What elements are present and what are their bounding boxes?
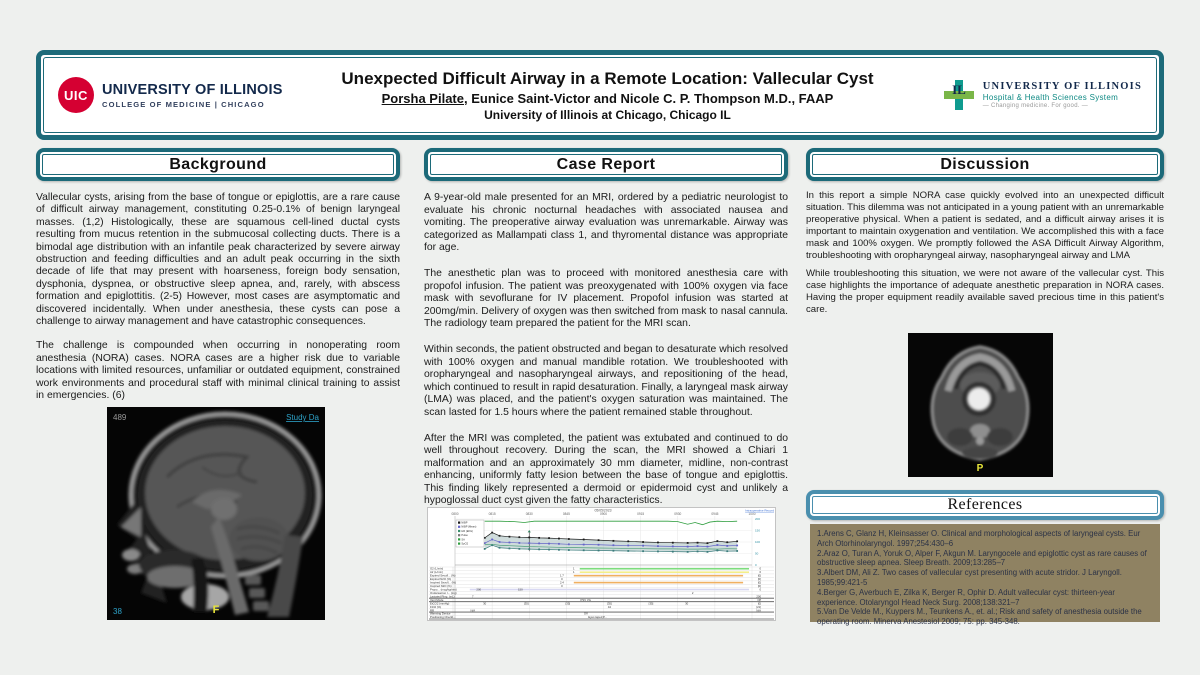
uic-logo-line2: COLLEGE OF MEDICINE | CHICAGO: [102, 99, 265, 109]
poster-title: Unexpected Difficult Airway in a Remote Location: Vallecular Cyst: [341, 68, 874, 88]
svg-text:Vent Mode: Vent Mode: [430, 597, 444, 602]
svg-text:0915: 0915: [637, 512, 645, 516]
svg-text:1: 1: [573, 566, 575, 571]
svg-text:30: 30: [685, 601, 689, 606]
svg-text:30: 30: [483, 601, 487, 606]
references-section-title: References: [947, 496, 1023, 513]
svg-text:100: 100: [755, 540, 761, 545]
anesthesia-record-figure: [427, 507, 776, 621]
discussion-text-column: [806, 190, 1164, 321]
svg-text:Ondansetron I... (mg): Ondansetron I... (mg): [430, 590, 457, 595]
presenting-author: Porsha Pilate: [381, 90, 464, 106]
svg-text:0815: 0815: [488, 512, 496, 516]
study-date-link[interactable]: Study Da: [286, 413, 319, 422]
case-report-paragraph-2: The anesthetic plan was to proceed with monitored anesthesia care with propofol infusion. The patient was preoxygenated with 100% oxygen via face mask with sevoflurane for IV placement. Propofol infusion was started at 200mg/min. Delivery of oxygen was then switched from mask to nasal cannula. The radiology team prepared the patient for the MRI scan.: [424, 267, 788, 330]
svg-text:[0]: [0]: [757, 580, 761, 585]
reference-3: 3.Albert DM, Ali Z. Two cases of vallecular cyst presenting with acute stridor. J Laryngoll. 1985;99:421-5: [817, 568, 1122, 587]
svg-text:Intraoperative Record: Intraoperative Record: [745, 508, 774, 513]
sagittal-mri-figure: [107, 407, 325, 620]
svg-text:[35]: [35]: [607, 601, 612, 606]
case-report-text-column: [424, 192, 788, 521]
svg-text:50: 50: [755, 551, 759, 556]
svg-text:N/A: N/A: [756, 608, 761, 613]
svg-text:0: 0: [561, 584, 563, 588]
svg-text:[0]: [0]: [757, 584, 761, 588]
case-report-section-title: Case Report: [556, 155, 656, 173]
anesthesia-record-chart: [427, 507, 776, 621]
svg-text:200: 200: [476, 587, 482, 592]
case-report-paragraph-3: Within seconds, the patient obstructed and began to desaturate which resolved with 100% oxygen and manual mandible rotation. We troubleshooted with oropharyngeal and nasopharyngeal airways, and repositioning of the head, which continued to result in rapid desaturation. Finally, a laryngeal mask airway (LMA) was placed, and the patient's oxygen saturation was maintained. The scan lasted for 1.5 hours where the patient remained stable throughout.: [424, 343, 788, 418]
ui-health-cross-icon: [942, 78, 976, 112]
svg-text:150: 150: [755, 528, 761, 533]
reference-5: 5.Van De Velde M., Kuypers M., Teunkens A., et. al.; Risk and safety of anesthesia outside the operating room. Minerva Anestesiol 2009; 75: pp. 345-348.: [817, 607, 1142, 627]
svg-text:0945: 0945: [711, 512, 719, 516]
svg-text:SpO2: SpO2: [461, 542, 469, 546]
svg-text:0930: 0930: [674, 512, 682, 516]
svg-text:PSV VG: PSV VG: [580, 597, 591, 602]
case-report-section-header-inner: [430, 154, 782, 175]
discussion-section-title: Discussion: [940, 155, 1030, 173]
uic-circle-icon: UIC: [58, 77, 94, 113]
svg-text:IL: IL: [951, 82, 966, 97]
case-report-section-header: [424, 148, 788, 181]
uic-logo-text: [102, 82, 283, 109]
poster-header: [36, 50, 1164, 140]
svg-text:Eyes taped;P...: Eyes taped;P...: [588, 615, 607, 620]
svg-text:Air (L/min): Air (L/min): [430, 570, 443, 575]
reference-1: 1.Arens C, Glanz H, Kleinsasser O. Clinical and morphological aspects of laryngeal cysts. Eur Arch Otorhinolaryngol. 1997;254:430–6: [817, 529, 1141, 548]
background-section-header-inner: [42, 154, 394, 175]
svg-text:0: 0: [755, 563, 757, 568]
svg-text:0: 0: [759, 566, 761, 571]
svg-text:0830: 0830: [525, 512, 533, 516]
svg-text:[0]: [0]: [757, 601, 761, 606]
mri-slice-number: 38: [113, 607, 122, 616]
uic-college-of-medicine-logo: [58, 77, 323, 113]
uic-logo-line1: UNIVERSITY OF ILLINOIS: [102, 81, 283, 98]
poster-header-inner: [43, 57, 1157, 133]
background-text-column: [36, 192, 400, 415]
svg-text:1: 1: [573, 570, 575, 575]
svg-text:0800: 0800: [451, 512, 459, 516]
axial-mri-image: [908, 333, 1053, 477]
svg-text:[35]: [35]: [523, 601, 529, 606]
ui-health-line2: Hospital & Health Sciences System: [982, 93, 1119, 102]
axial-mri-figure: [908, 333, 1053, 477]
svg-text:7: 7: [472, 594, 474, 599]
svg-text:Expired Sevofl... (%): Expired Sevofl... (%): [430, 573, 456, 578]
svg-text:[35]: [35]: [565, 601, 571, 606]
discussion-paragraph-2: While troubleshooting this situation, we were not aware of the vallecular cyst. This case highlights the importance of adequate anesthetic preparation in NORA cases. Having the proper equipment readily available saved precious time in this patient's care.: [806, 267, 1164, 315]
svg-text:1.7: 1.7: [559, 573, 564, 578]
coauthors: , Eunice Saint-Victor and Nicole C. P. Thompson M.D., FAAP: [464, 90, 834, 106]
title-block: [323, 69, 892, 122]
references-panel: [810, 524, 1160, 627]
svg-text:2: 2: [691, 590, 694, 595]
ui-health-tagline: — Changing medicine. For good. —: [982, 103, 1089, 109]
svg-text:200: 200: [755, 517, 761, 522]
svg-text:Inspired N2O (%): Inspired N2O (%): [430, 584, 452, 588]
svg-text:Propo... (mcg/kg/min): Propo... (mcg/kg/min): [430, 587, 457, 592]
svg-text:0: 0: [759, 587, 761, 592]
svg-text:NIBP (Mean): NIBP (Mean): [461, 525, 477, 529]
svg-text:Off: Off: [583, 611, 588, 616]
background-paragraph-1: Vallecular cysts, arising from the base of tongue or epiglottis, are a rare cause of difficult airway management, constituting 0.25-0.1% of benign laryngeal masses. (1,2) Histologically, these are squamous cell-lined ductal cysts resulting from mucus retention in the submucosal collecting ducts. There is a bimodal age distribution with an infantile peak characterized by severe airway obstruction and feeding difficulties and an adult peak occurring in the sixth decade of life that may present with hoarseness, foreign body sensation, dysphonia, dyspnea, or obstructive sleep apnea, and, rarely, with abscess formation and epiglottitis. (2-5) However, most cases are asymptomatic and discovered incidentally. When under anesthesia, these cysts can pose a challenge to airway management and have catastrophic consequences.: [36, 192, 400, 328]
svg-text:0845: 0845: [562, 512, 570, 516]
references-section-header-inner: [812, 496, 1158, 514]
mri-orientation-label-p: P: [976, 463, 984, 474]
case-report-paragraph-1: A 9-year-old male presented for an MRI, ordered by a pediatric neurologist to evaluate his chronic nocturnal headaches with associated nausea and vomiting. The preoperative airway evaluation was unremarkable. Airway was categorized as Mallampati class 1, and thyromental distance was appropriate for age.: [424, 192, 788, 254]
ui-health-line1: UNIVERSITY OF ILLINOIS: [982, 81, 1142, 92]
background-paragraph-2: The challenge is compounded when occurring in nonoperating room anesthesia (NORA) cases. NORA cases are a higher risk due to variable locations with limited resources, unfamiliar or outdated equipment, constrained work environments and procedural staff with minimal clinical training to assist in emergencies. (6): [36, 340, 400, 402]
reference-4: 4.Berger G, Averbuch E, Zilka K, Berger R, Ophir D. Adult vallecular cyst: thirteen-year experience. Otolaryngol Head Neck Surg. 2008;138:321–7: [817, 587, 1115, 607]
svg-text:150: 150: [518, 587, 523, 592]
discussion-section-header-inner: [812, 154, 1158, 175]
svg-text:1000: 1000: [748, 512, 756, 516]
background-section-header: [36, 148, 400, 181]
svg-text:[0]: [0]: [757, 577, 761, 582]
svg-text:[0]: [0]: [757, 573, 761, 578]
svg-text:Expired N2O (%): Expired N2O (%): [430, 577, 452, 582]
svg-text:0: 0: [561, 577, 563, 582]
ui-health-logo: [892, 78, 1142, 112]
svg-text:44: 44: [607, 604, 612, 609]
svg-text:Inspired Sevofl... (%): Inspired Sevofl... (%): [430, 580, 456, 585]
svg-text:N/A: N/A: [470, 608, 476, 613]
sagittal-mri-image: [107, 407, 325, 620]
svg-text:HR (EKG): HR (EKG): [461, 529, 474, 533]
svg-text:0900: 0900: [599, 512, 608, 516]
poster-authors: [323, 91, 892, 106]
svg-text:SA: SA: [461, 538, 465, 542]
svg-text:0: 0: [759, 570, 761, 575]
svg-text:Lactated Ring. (mL): Lactated Ring. (mL): [430, 594, 455, 599]
case-report-paragraph-4: After the MRI was completed, the patient was extubated and continued to do well throughout recovery. During the scan, the MRI showed a Chiari 1 malformation and an approximately 30 mm diameter, midline, non-contrast enhancing, uniformly fatty lesion between the base of tongue and epiglottis. This finding likely represented a dermoid or epidermoid cyst and unlikely a hypoglossal duct cyst given the fatty characteristics.: [424, 432, 788, 507]
poster-affiliation: University of Illinois at Chicago, Chicago IL: [484, 107, 731, 122]
svg-text:Positioning Checkl...: Positioning Checkl...: [430, 615, 456, 620]
svg-text:O2 (L/min): O2 (L/min): [430, 566, 444, 571]
background-section-title: Background: [169, 155, 267, 173]
svg-text:Off: Off: [757, 597, 761, 602]
svg-text:EtCO2 (mmHg): EtCO2 (mmHg): [430, 601, 450, 606]
mri-image-number: 489: [113, 413, 127, 422]
svg-text:NIBP: NIBP: [461, 521, 468, 525]
svg-text:FiO2 (%): FiO2 (%): [430, 604, 442, 609]
discussion-section-header: [806, 148, 1164, 181]
mri-orientation-label-f: F: [212, 604, 220, 616]
svg-text:[35]: [35]: [648, 601, 654, 606]
reference-2: 2.Araz O, Turan A, Yoruk O, Alper F, Akgun M. Laryngocele and epiglottic cyst as rare causes of obstructive sleep apnea. Sleep Breath. 2009;13:285–7: [817, 548, 1147, 568]
svg-text:Pulse: Pulse: [461, 534, 468, 538]
discussion-paragraph-1: In this report a simple NORA case quickly evolved into an unexpected difficult situation. This dilemma was not anticipated in a young patient with an unremarkable preoperative physical. When a patient is sedated, and a difficult airway arises it is important to maintain oxygenation and ventilation. We accomplished this with a face mask and 100% oxygen. We promptly followed the ASA Difficult Airway Algorithm, troubleshooting with oropharyngeal airway, nasopharyngeal airway and LMA: [806, 190, 1164, 262]
svg-text:Warming Device: Warming Device: [430, 611, 451, 616]
ui-health-logo-text: [983, 81, 1142, 109]
svg-text:2.4: 2.4: [559, 580, 564, 585]
svg-text:05/05/2023: 05/05/2023: [594, 508, 612, 513]
svg-text:[21]: [21]: [756, 604, 761, 609]
svg-text:RR: RR: [430, 608, 435, 613]
references-section-header: [806, 490, 1164, 520]
svg-text:200: 200: [756, 594, 761, 599]
